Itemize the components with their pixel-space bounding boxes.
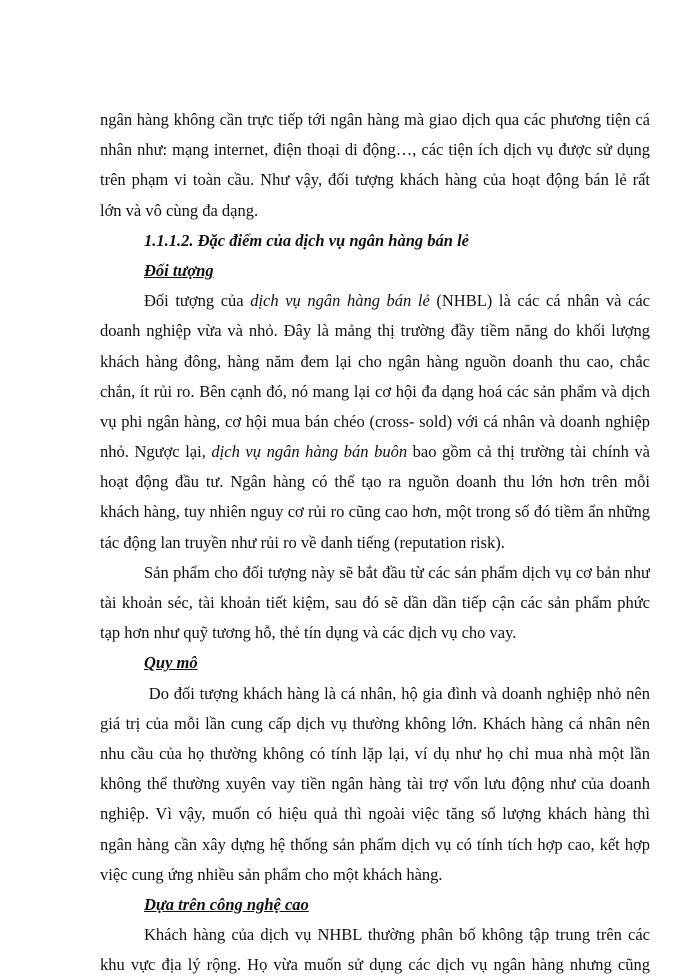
text-line: tác động lan truyền như rủi ro về danh tiếng (reputation risk). (100, 532, 505, 552)
text-line: Sản phẩm cho đối tượng này sẽ bắt đầu từ các sản phẩm dịch vụ cơ bản như (144, 562, 650, 582)
text-run: bao gồm cả thị trường tài chính và (407, 442, 650, 462)
text-run: (NHBL) là các cá nhân và các (429, 291, 650, 311)
text-line: doanh nghiệp vừa và nhỏ. Đây là mảng thị trường đầy tiềm năng do khối lượng (100, 321, 650, 341)
text-line (100, 286, 650, 316)
subsection-heading-quy-mo: Quy mô (144, 653, 198, 673)
text-line: nhân như: mạng internet, điện thoại di động…, các tiện ích dịch vụ được sử dụng (100, 140, 650, 160)
text-line: khách hàng, tuy nhiên nguy cơ rủi ro cũng cao hơn, một trong số đó tiềm ẩn những (100, 502, 650, 522)
italic-term: dịch vụ ngân hàng bán buôn (211, 442, 408, 462)
paragraph-cong-nghe (100, 920, 650, 980)
italic-term: dịch vụ ngân hàng bán lẻ (250, 291, 430, 311)
text-line: chắn, ít rủi ro. Bên cạnh đó, nó mang lại cơ hội đa dạng hoá các sản phẩm và dịch (100, 381, 650, 401)
text-line (100, 437, 650, 467)
section-heading: 1.1.1.2. Đặc điểm của dịch vụ ngân hàng bán lẻ (144, 230, 469, 250)
text-line: nghiệp. Vì vậy, muốn có hiệu quả thì ngoài việc tăng số lượng khách hàng thì (100, 804, 650, 824)
paragraph-quy-mo (100, 679, 650, 890)
text-line: ngân hàng cần xây dựng hệ thống sản phẩm dịch vụ có tính tích hợp cao, kết hợp (100, 834, 650, 854)
text-line: nhu cầu của họ thường không có tính lặp lại, ví dụ như họ chỉ mua nhà một lần (100, 743, 650, 763)
text-line: tài khoản séc, tài khoản tiết kiệm, sau đó sẽ dần dần tiếp cận các sản phẩm phức (100, 593, 650, 612)
text-line: trên phạm vi toàn cầu. Như vậy, đối tượng khách hàng của hoạt động bán lẻ rất (100, 170, 650, 190)
subsection-heading-cong-nghe: Dựa trên công nghệ cao (144, 894, 309, 914)
text-line: ngân hàng không cần trực tiếp tới ngân hàng mà giao dịch qua các phương tiện cá (100, 110, 650, 129)
text-line: Khách hàng của dịch vụ NHBL thường phân bố không tập trung trên các (144, 925, 650, 945)
text-line: Do đối tượng khách hàng là cá nhân, hộ gia đình và doanh nghiệp nhỏ nên (144, 683, 650, 703)
text-line: hoạt động đầu tư. Ngân hàng có thể tạo ra nguồn doanh thu lớn hơn trên mỗi (100, 472, 650, 492)
paragraph-doi-tuong-1 (100, 286, 650, 558)
text-line: tạp hơn như quỹ tương hỗ, thẻ tín dụng và các dịch vụ cho vay. (100, 623, 517, 643)
text-line: lớn và vô cùng đa dạng. (100, 200, 259, 220)
text-line: khu vực địa lý rộng. Họ vừa muốn sử dụng các dịch vụ ngân hàng nhưng cũng (100, 955, 650, 975)
text-line: giá trị của mỗi lần cung cấp dịch vụ thường không lớn. Khách hàng cá nhân nên (100, 713, 650, 733)
text-run: nhỏ. Ngược lại, (100, 442, 212, 462)
text-run: Đối tượng của (144, 291, 251, 311)
intro-paragraph (100, 105, 650, 226)
text-line: việc cung ứng nhiều sản phẩm cho một khách hàng. (100, 864, 443, 884)
paragraph-doi-tuong-2 (100, 558, 650, 649)
subsection-heading-doi-tuong: Đối tượng (144, 260, 214, 280)
text-line: khách hàng đông, hàng năm đem lại cho ngân hàng nguồn doanh thu cao, chắc (100, 351, 650, 371)
text-line: vụ phi ngân hàng, cơ hội mua bán chéo (cross- sold) với cá nhân và doanh nghiệp (100, 411, 650, 431)
text-line: không thể thường xuyên vay tiền ngân hàng tài trợ vốn lưu động như của doanh (100, 774, 650, 794)
document-page (100, 105, 650, 980)
